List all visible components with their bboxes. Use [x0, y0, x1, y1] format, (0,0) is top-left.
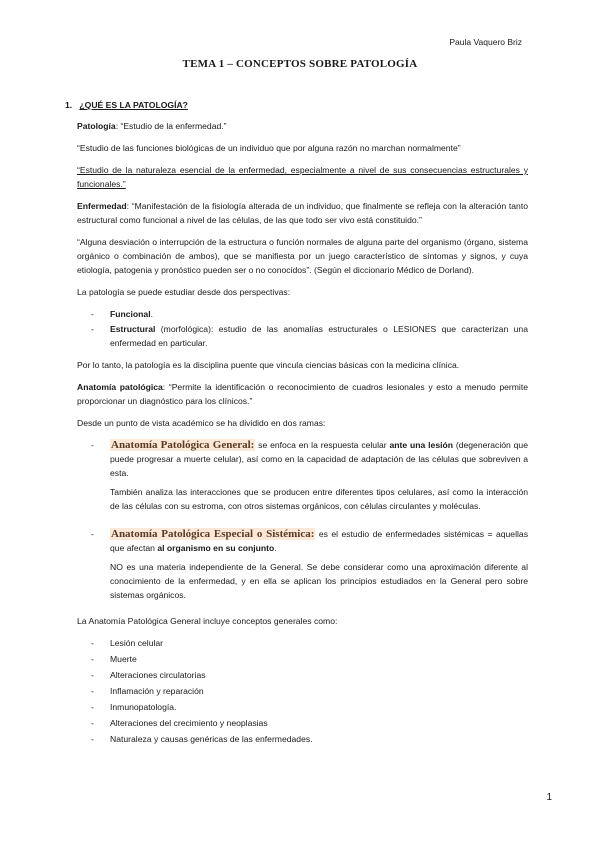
funcional-term: Funcional: [110, 309, 151, 319]
list-item: [77, 668, 528, 682]
page-title: TEMA 1 – CONCEPTOS SOBRE PATOLOGÍA: [182, 58, 418, 70]
branches-list: [77, 438, 528, 602]
branch-general-bold: ante una lesión: [389, 440, 453, 450]
quote-1: “Estudio de las funciones biológicas de un individuo que por alguna razón no marchan normalmente”: [77, 143, 461, 153]
branch-general-label: Anatomía Patológica General:: [111, 439, 255, 451]
branch-general-extra: También analiza las interacciones que se producen entre diferentes tipos celulares, así como la interacción de las células con su estroma, con otros sistemas orgánicos, con células circulantes y moléculas.: [110, 487, 528, 511]
list-dash: -: [91, 718, 94, 728]
concept-item: Inmunopatología.: [110, 702, 177, 712]
list-dash: -: [91, 309, 94, 319]
branch-especial-extra: NO es una materia independiente de la General. Se debe considerar como una aproximación diferente al conocimiento de la enfermedad, y en ella se aplican los principios estudiados en la General pero sobre sistemas orgánicos.: [110, 562, 528, 600]
quote-2: “Estudio de la naturaleza esencial de la enfermedad, especialmente a nivel de sus consecuencias estructurales y funcionales.”: [77, 165, 528, 189]
document-body: [65, 98, 528, 754]
perspectives-list: [77, 307, 528, 350]
list-item: [77, 716, 528, 730]
quote-3: “Alguna desviación o interrupción de la estructura o función normales de alguna parte del organismo (órgano, sistema orgánico o combinación de ambos), que se manifiesta por un juego característico de síntomas y signos, y cuya etiología, patogenia y pronóstico pueden ser o no conocidos”. (Según el diccionario Médico de Dorland).: [77, 237, 528, 275]
concept-item: Muerte: [110, 654, 137, 664]
list-item: [77, 684, 528, 698]
bridge-text: Por lo tanto, la patología es la disciplina puente que vincula ciencias básicas con la medicina clínica.: [77, 360, 460, 370]
patologia-text: : “Estudio de la enfermedad.”: [115, 121, 227, 131]
concepts-intro: La Anatomía Patológica General incluye conceptos generales como:: [77, 616, 338, 626]
list-dash: -: [91, 324, 94, 334]
anatomia-definition: [77, 380, 528, 408]
concept-item: Inflamación y reparación: [110, 686, 204, 696]
list-dash: -: [91, 734, 94, 744]
list-dash: -: [91, 440, 94, 450]
list-item: [77, 636, 528, 650]
list-item: [77, 652, 528, 666]
branch-especial-text-b: .: [274, 543, 277, 553]
list-dash: -: [91, 702, 94, 712]
list-item: [77, 732, 528, 746]
section-number: 1.: [65, 100, 73, 110]
concept-item: Naturaleza y causas genéricas de las enfermedades.: [110, 734, 313, 744]
list-dash: -: [91, 686, 94, 696]
list-item: [77, 700, 528, 714]
anatomia-term: Anatomía patológica: [77, 382, 163, 392]
section-heading-text: ¿QUÉ ES LA PATOLOGÍA?: [79, 100, 188, 110]
enfermedad-term: Enfermedad: [77, 201, 127, 211]
branch-general-text-b: (degeneración que puede progresar a muerte celular), así como en la capacidad de adaptación de las células que sobreviven a esta.: [110, 440, 528, 478]
concept-item: Alteraciones del crecimiento y neoplasias: [110, 718, 268, 728]
list-dash: -: [91, 670, 94, 680]
perspectives-intro: La patología se puede estudiar desde dos perspectivas:: [77, 287, 291, 297]
list-item: [77, 322, 528, 350]
branch-especial-bold: al organismo en su conjunto: [157, 543, 275, 553]
anatomia-text: : “Permite la identificación o reconocimiento de cuadros lesionales y esto a menudo permite proporcionar un diagnóstico para los clínicos.”: [77, 382, 528, 406]
estructural-text: (morfológica): estudio de las anomalías estructurales o LESIONES que caracterizan una enfermedad en particular.: [110, 324, 528, 348]
concept-item: Alteraciones circulatorias: [110, 670, 206, 680]
concept-item: Lesión celular: [110, 638, 164, 648]
section-heading: [65, 98, 528, 112]
branches-intro: Desde un punto de vista académico se ha dividido en dos ramas:: [77, 418, 326, 428]
patologia-definition: [77, 119, 528, 133]
enfermedad-definition: [77, 199, 528, 227]
list-item: [77, 307, 528, 321]
branch-general-text-a: se enfoca en la respuesta celular: [255, 440, 390, 450]
branch-especial-text-a: es el estudio de enfermedades sistémicas = aquellas que afectan: [110, 529, 528, 553]
list-dash: -: [91, 529, 94, 539]
funcional-end: .: [150, 309, 153, 319]
list-item: [77, 438, 528, 480]
list-item: [77, 527, 528, 555]
list-dash: -: [91, 654, 94, 664]
patologia-term: Patología: [77, 121, 116, 131]
concepts-list: [77, 636, 528, 746]
list-dash: -: [91, 638, 94, 648]
enfermedad-text: : “Manifestación de la fisiología alterada de un individuo, que finalmente se refleja con la alteración tanto estructural como funcional a nivel de las células, de las que todo ser vivo está constituido.”: [77, 201, 528, 225]
header-author: Paula Vaquero Briz: [449, 37, 522, 47]
estructural-term: Estructural: [110, 324, 156, 334]
page-number: 1: [546, 792, 552, 803]
branch-especial-label: Anatomía Patológica Especial o Sistémica:: [111, 528, 315, 540]
